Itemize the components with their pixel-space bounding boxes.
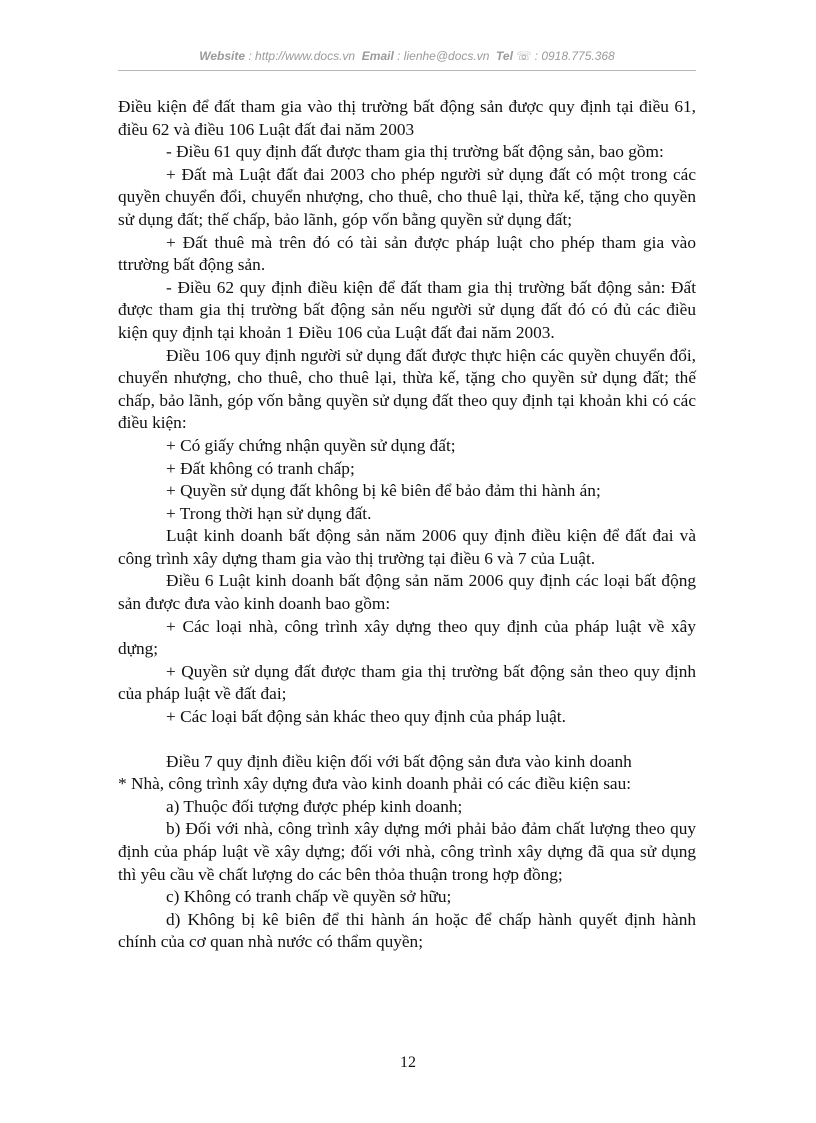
list-item: + Các loại bất động sản khác theo quy định của pháp luật.: [166, 707, 566, 727]
list-item: d) Không bị kê biên để thi hành án hoặc để chấp hành quyết định hành chính của cơ quan nhà nước có thẩm quyền;: [118, 909, 696, 952]
email-value: : lienhe@docs.vn: [397, 49, 490, 63]
list-item: + Đất không có tranh chấp;: [166, 458, 355, 478]
spacer: [118, 729, 696, 751]
list-item: + Quyền sử dụng đất được tham gia thị trường bất động sản theo quy định của pháp luật về đất đai;: [118, 661, 696, 704]
paragraph: - Điều 62 quy định điều kiện để đất tham gia thị trường bất động sản: Đất được tham gia thị trường bất động sản nếu người sử dụng đất đó có đủ các điều kiện quy định tại khoản 1 Điều 106 của Luật đất đai năm 2003.: [118, 277, 696, 342]
paragraph: Luật kinh doanh bất động sản năm 2006 quy định điều kiện để đất đai và công trình xây dựng tham gia vào thị trường tại điều 6 và 7 của Luật.: [118, 526, 696, 568]
website-label: Website: [199, 49, 246, 63]
list-item: b) Đối với nhà, công trình xây dựng mới phải bảo đảm chất lượng theo quy định của pháp luật về xây dựng; đối với nhà, công trình xây dựng đã qua sử dụng thì yêu cầu về chất lượng do các bên thỏa thuận trong hợp đồng;: [118, 819, 696, 884]
email-label: Email: [361, 49, 394, 63]
paragraph: Điều 106 quy định người sử dụng đất được thực hiện các quyền chuyển đổi, chuyển nhượng, cho thuê, cho thuê lại, thừa kế, tặng cho quyền sử dụng đất; thế chấp, bảo lãnh, góp vốn bằng quyền sử dụng đất theo quy định tại khoản khi có các điều kiện:: [118, 345, 696, 433]
paragraph: Điều 6 Luật kinh doanh bất động sản năm 2006 quy định các loại bất động sản được đưa vào kinh doanh bao gồm:: [118, 571, 696, 614]
tel-label: Tel: [496, 49, 513, 63]
paragraph: - Điều 61 quy định đất được tham gia thị trường bất động sản, bao gồm:: [166, 142, 664, 162]
paragraph: + Đất thuê mà trên đó có tài sản được pháp luật cho phép tham gia vào ttrường bất động sản.: [118, 232, 696, 275]
phone-icon: ☏: [516, 49, 532, 63]
website-value: : http://www.docs.vn: [248, 49, 356, 63]
list-item: + Quyền sử dụng đất không bị kê biên để bảo đảm thi hành án;: [166, 481, 601, 501]
tel-value: : 0918.775.368: [534, 49, 615, 63]
list-item: + Có giấy chứng nhận quyền sử dụng đất;: [166, 435, 456, 455]
page-number: 12: [400, 1054, 416, 1071]
paragraph: * Nhà, công trình xây dựng đưa vào kinh doanh phải có các điều kiện sau:: [118, 774, 632, 794]
page-header: [118, 49, 696, 63]
paragraph: + Đất mà Luật đất đai 2003 cho phép người sử dụng đất có một trong các quyền chuyển đổi, chuyển nhượng, cho thuê, cho thuê lại, thừa kế, tặng cho quyền sử dụng đất; thế chấp, bảo lãnh, góp vốn bằng quyền sử dụng đất;: [118, 164, 696, 229]
list-item: + Các loại nhà, công trình xây dựng theo quy định của pháp luật về xây dựng;: [118, 616, 696, 659]
paragraph: Điều kiện để đất tham gia vào thị trường bất động sản được quy định tại điều 61, điều 62 và điều 106 Luật đất đai năm 2003: [118, 97, 696, 139]
list-item: c) Không có tranh chấp về quyền sở hữu;: [166, 887, 452, 907]
list-item: + Trong thời hạn sử dụng đất.: [166, 503, 372, 523]
header-divider: [118, 70, 696, 71]
paragraph: Điều 7 quy định điều kiện đối với bất động sản đưa vào kinh doanh: [166, 751, 632, 771]
list-item: a) Thuộc đối tượng được phép kinh doanh;: [166, 796, 463, 816]
document-body: [118, 96, 696, 954]
